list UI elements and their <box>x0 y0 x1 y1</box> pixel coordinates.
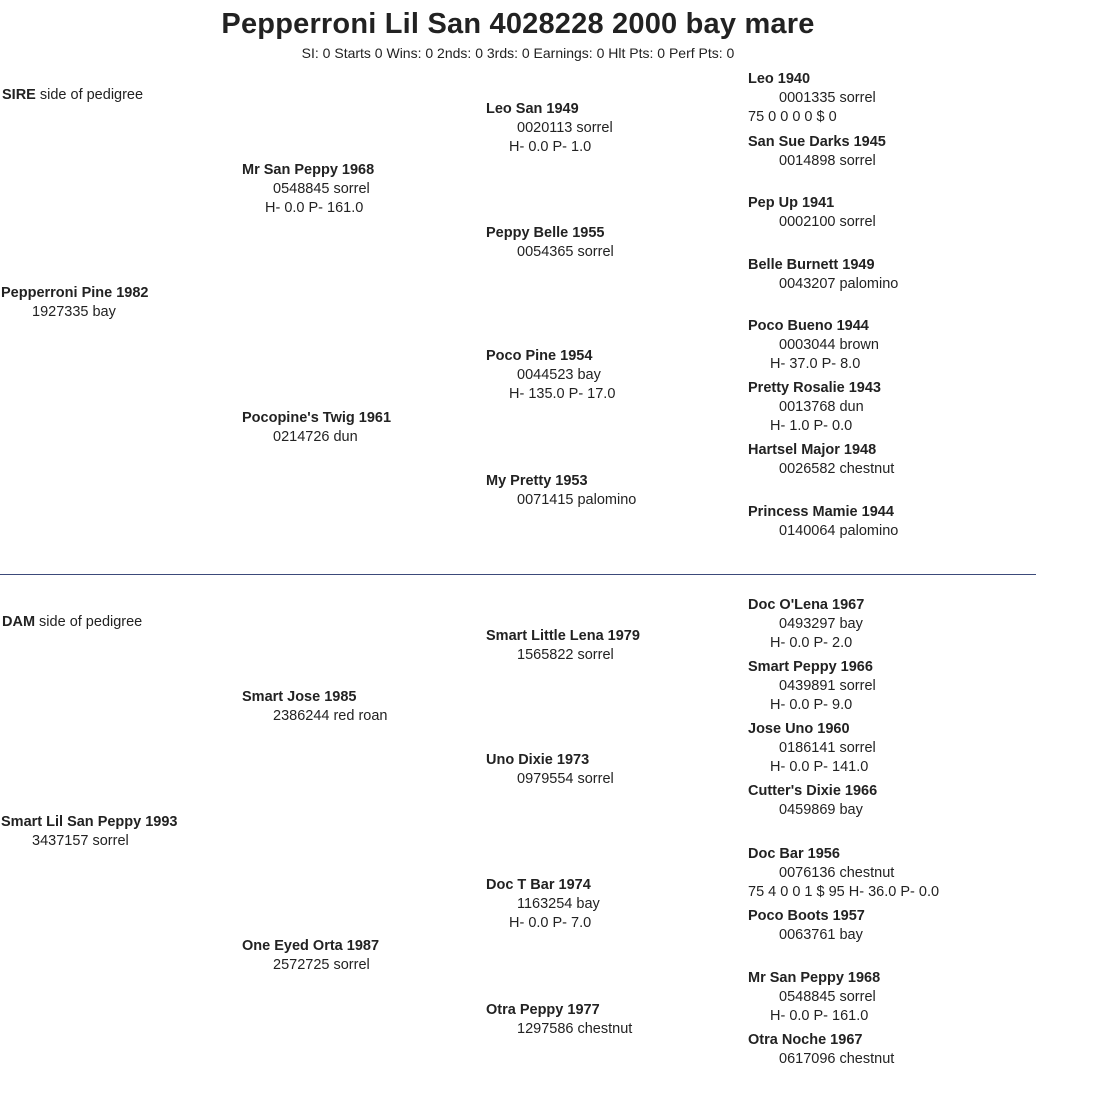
horse-name: Leo San 1949 <box>486 101 579 117</box>
horse-registration: 0186141 sorrel <box>779 740 876 756</box>
horse-name: Pocopine's Twig 1961 <box>242 410 392 426</box>
horse-registration: 2386244 red roan <box>273 708 388 724</box>
horse-name: Doc Bar 1956 <box>748 846 840 862</box>
g4-entry-13 <box>748 845 939 902</box>
horse-name: Doc O'Lena 1967 <box>748 597 865 613</box>
sire-side-label <box>2 87 143 103</box>
horse-name: Cutter's Dixie 1966 <box>748 783 878 799</box>
dam-side-label-rest: side of pedigree <box>35 614 143 630</box>
horse-name: Uno Dixie 1973 <box>486 752 590 768</box>
horse-registration: 0548845 sorrel <box>273 181 370 197</box>
horse-registration: 0548845 sorrel <box>779 989 876 1005</box>
horse-registration: 0063761 bay <box>779 927 863 943</box>
horse-name: Poco Pine 1954 <box>486 348 593 364</box>
horse-name: Smart Lil San Peppy 1993 <box>1 814 178 830</box>
sire-side-label-rest: side of pedigree <box>35 87 144 103</box>
horse-registration: 0459869 bay <box>779 802 863 818</box>
horse-name: Princess Mamie 1944 <box>748 504 894 520</box>
page-title: Pepperroni Lil San 4028228 2000 bay mare <box>221 8 815 40</box>
horse-registration: 0014898 sorrel <box>779 153 876 169</box>
horse-registration: 0002100 sorrel <box>779 214 876 230</box>
g4-entry-8 <box>748 503 898 541</box>
sire-entry <box>1 284 148 322</box>
dam-entry <box>1 813 178 851</box>
g4-entry-15 <box>748 969 880 1026</box>
horse-points: H- 0.0 P- 9.0 <box>770 697 853 713</box>
horse-name: My Pretty 1953 <box>486 473 588 489</box>
horse-registration: 0076136 chestnut <box>779 865 895 881</box>
horse-registration: 3437157 sorrel <box>32 833 129 849</box>
horse-name: Pep Up 1941 <box>748 195 835 211</box>
g4-entry-14 <box>748 907 865 945</box>
horse-points: H- 0.0 P- 1.0 <box>509 139 592 155</box>
g4-entry-3 <box>748 194 876 232</box>
horse-name: Otra Peppy 1977 <box>486 1002 600 1018</box>
ds-dam-entry <box>486 751 614 789</box>
horse-points: H- 135.0 P- 17.0 <box>509 386 616 402</box>
ss-sire-entry <box>486 100 613 157</box>
g4-entry-4 <box>748 256 898 294</box>
horse-race-record: 75 4 0 0 1 $ 95 H- 36.0 P- 0.0 <box>748 884 940 900</box>
sire-dam-divider <box>0 574 1036 575</box>
horse-registration: 0003044 brown <box>779 337 879 353</box>
horse-name: One Eyed Orta 1987 <box>242 938 380 954</box>
horse-registration: 0071415 palomino <box>517 492 637 508</box>
dam-sire-entry <box>242 688 388 726</box>
horse-registration: 1163254 bay <box>517 896 600 912</box>
dam-side-label-bold: DAM <box>2 614 36 630</box>
dd-sire-entry <box>486 876 600 933</box>
horse-points: H- 1.0 P- 0.0 <box>770 418 853 434</box>
dam-dam-entry <box>242 937 379 975</box>
horse-points: H- 0.0 P- 161.0 <box>770 1008 869 1024</box>
horse-name: Otra Noche 1967 <box>748 1032 863 1048</box>
horse-name: Pepperroni Pine 1982 <box>1 285 149 301</box>
sd-sire-entry <box>486 347 615 404</box>
horse-name: Doc T Bar 1974 <box>486 877 591 893</box>
g4-entry-11 <box>748 720 876 777</box>
horse-points: H- 0.0 P- 161.0 <box>265 200 364 216</box>
horse-name: Smart Little Lena 1979 <box>486 628 640 644</box>
horse-registration: 0020113 sorrel <box>517 120 613 136</box>
horse-registration: 0140064 palomino <box>779 523 899 539</box>
horse-name: Jose Uno 1960 <box>748 721 850 737</box>
horse-registration: 0979554 sorrel <box>517 771 614 787</box>
g4-entry-10 <box>748 658 876 715</box>
horse-name: Pretty Rosalie 1943 <box>748 380 881 396</box>
ds-sire-entry <box>486 627 640 665</box>
performance-stats: SI: 0 Starts 0 Wins: 0 2nds: 0 3rds: 0 Earnings: 0 Hlt Pts: 0 Perf Pts: 0 <box>301 45 735 61</box>
horse-registration: 1927335 bay <box>32 304 116 320</box>
horse-points: H- 0.0 P- 141.0 <box>770 759 869 775</box>
horse-name: Hartsel Major 1948 <box>748 442 877 458</box>
horse-race-record: 75 0 0 0 0 $ 0 <box>748 109 837 125</box>
horse-name: Leo 1940 <box>748 71 811 87</box>
horse-registration: 0013768 dun <box>779 399 864 415</box>
horse-registration: 0439891 sorrel <box>779 678 876 694</box>
g4-entry-12 <box>748 782 877 820</box>
sire-sire-entry <box>242 161 374 218</box>
horse-registration: 2572725 sorrel <box>273 957 370 973</box>
dam-side-label <box>2 614 142 630</box>
horse-points: H- 0.0 P- 7.0 <box>509 915 592 931</box>
horse-registration: 0044523 bay <box>517 367 601 383</box>
horse-registration: 0493297 bay <box>779 616 863 632</box>
horse-registration: 0214726 dun <box>273 429 358 445</box>
horse-registration: 0026582 chestnut <box>779 461 895 477</box>
horse-name: Smart Jose 1985 <box>242 689 357 705</box>
horse-name: Belle Burnett 1949 <box>748 257 875 273</box>
horse-name: Mr San Peppy 1968 <box>242 162 375 178</box>
horse-name: San Sue Darks 1945 <box>748 134 886 150</box>
dd-dam-entry <box>486 1001 632 1039</box>
g4-entry-6 <box>748 379 881 436</box>
g4-entry-2 <box>748 133 886 171</box>
horse-registration: 1565822 sorrel <box>517 647 614 663</box>
horse-registration: 0617096 chestnut <box>779 1051 895 1067</box>
horse-registration: 0054365 sorrel <box>517 244 614 260</box>
sire-side-label-bold: SIRE <box>2 87 36 103</box>
horse-name: Poco Bueno 1944 <box>748 318 869 334</box>
horse-points: H- 37.0 P- 8.0 <box>770 356 861 372</box>
g4-entry-16 <box>748 1031 894 1069</box>
g4-entry-5 <box>748 317 879 374</box>
horse-name: Smart Peppy 1966 <box>748 659 873 675</box>
g4-entry-9 <box>748 596 864 653</box>
g4-entry-1 <box>748 70 876 127</box>
ss-dam-entry <box>486 224 614 262</box>
horse-registration: 1297586 chestnut <box>517 1021 633 1037</box>
sd-dam-entry <box>486 472 636 510</box>
horse-points: H- 0.0 P- 2.0 <box>770 635 853 651</box>
horse-name: Mr San Peppy 1968 <box>748 970 881 986</box>
horse-registration: 0043207 palomino <box>779 276 899 292</box>
horse-registration: 0001335 sorrel <box>779 90 876 106</box>
sire-dam-entry <box>242 409 391 447</box>
g4-entry-7 <box>748 441 894 479</box>
horse-name: Peppy Belle 1955 <box>486 225 605 241</box>
horse-name: Poco Boots 1957 <box>748 908 865 924</box>
